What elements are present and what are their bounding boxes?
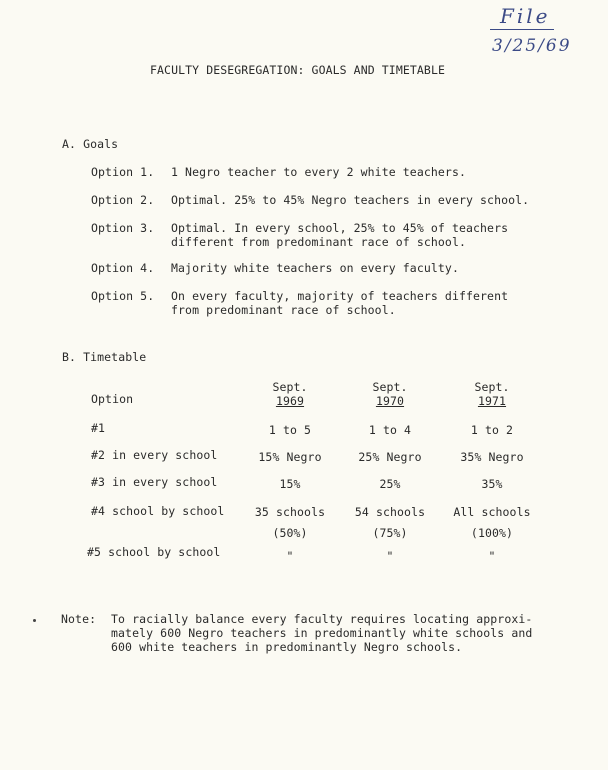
row-4-1969-percent: (50%) bbox=[272, 526, 308, 540]
row-5-option: #5 school by school bbox=[87, 545, 221, 559]
row-4-1971: All schools bbox=[453, 505, 531, 519]
goals-heading: A. Goals bbox=[62, 137, 119, 151]
option-3-text-line-1: Optimal. In every school, 25% to 45% of teachers bbox=[171, 221, 509, 235]
option-1-text: 1 Negro teacher to every 2 white teachers. bbox=[171, 165, 466, 179]
col-1970-month: Sept. bbox=[372, 380, 408, 394]
option-5-text-line-2: from predominant race of school. bbox=[171, 303, 396, 317]
row-1-option: #1 bbox=[91, 421, 106, 435]
option-1-label: Option 1. bbox=[91, 165, 155, 179]
option-3-text-line-2: different from predominant race of school. bbox=[171, 235, 466, 249]
row-4-1970-percent: (75%) bbox=[372, 526, 408, 540]
option-column-header: Option bbox=[91, 392, 134, 406]
row-2-option: #2 in every school bbox=[91, 448, 218, 462]
row-5-1971: " bbox=[488, 549, 496, 563]
option-2-label: Option 2. bbox=[91, 193, 155, 207]
timetable-heading: B. Timetable bbox=[62, 350, 147, 364]
row-2-1971: 35% Negro bbox=[460, 450, 524, 464]
row-5-1970: " bbox=[386, 549, 394, 563]
note-line-3: 600 white teachers in predominantly Negro schools. bbox=[111, 640, 463, 654]
option-5-text-line-1: On every faculty, majority of teachers different bbox=[171, 289, 509, 303]
row-3-1970: 25% bbox=[379, 477, 401, 491]
row-1-1970: 1 to 4 bbox=[368, 423, 412, 437]
option-5-label: Option 5. bbox=[91, 289, 155, 303]
row-4-1969: 35 schools bbox=[254, 505, 326, 519]
handwritten-date: 3/25/69 bbox=[492, 36, 572, 56]
row-1-1971: 1 to 2 bbox=[470, 423, 514, 437]
row-4-option: #4 school by school bbox=[91, 504, 225, 518]
row-5-1969: " bbox=[286, 549, 294, 563]
row-4-1971-percent: (100%) bbox=[470, 526, 514, 540]
page-title: FACULTY DESEGREGATION: GOALS AND TIMETABLE bbox=[150, 63, 445, 77]
note-label: Note: bbox=[61, 612, 97, 626]
row-2-1970: 25% Negro bbox=[358, 450, 422, 464]
row-3-option: #3 in every school bbox=[91, 475, 218, 489]
col-1969-month: Sept. bbox=[272, 380, 308, 394]
handwritten-file-note: File bbox=[500, 4, 551, 28]
row-1-1969: 1 to 5 bbox=[268, 423, 312, 437]
col-1971-month: Sept. bbox=[474, 380, 510, 394]
row-3-1969: 15% bbox=[279, 477, 301, 491]
col-1971-year: 1971 bbox=[477, 394, 507, 408]
row-2-1969: 15% Negro bbox=[258, 450, 322, 464]
row-4-1970: 54 schools bbox=[354, 505, 426, 519]
option-3-label: Option 3. bbox=[91, 221, 155, 235]
col-1970-year: 1970 bbox=[375, 394, 405, 408]
option-4-text: Majority white teachers on every faculty. bbox=[171, 261, 459, 275]
handwritten-underline bbox=[490, 29, 554, 30]
col-1969-year: 1969 bbox=[275, 394, 305, 408]
option-4-label: Option 4. bbox=[91, 261, 155, 275]
row-3-1971: 35% bbox=[481, 477, 503, 491]
note-bullet bbox=[33, 619, 36, 622]
note-line-1: To racially balance every faculty requires locating approxi- bbox=[111, 612, 533, 626]
note-line-2: mately 600 Negro teachers in predominantly white schools and bbox=[111, 626, 533, 640]
option-2-text: Optimal. 25% to 45% Negro teachers in every school. bbox=[171, 193, 530, 207]
